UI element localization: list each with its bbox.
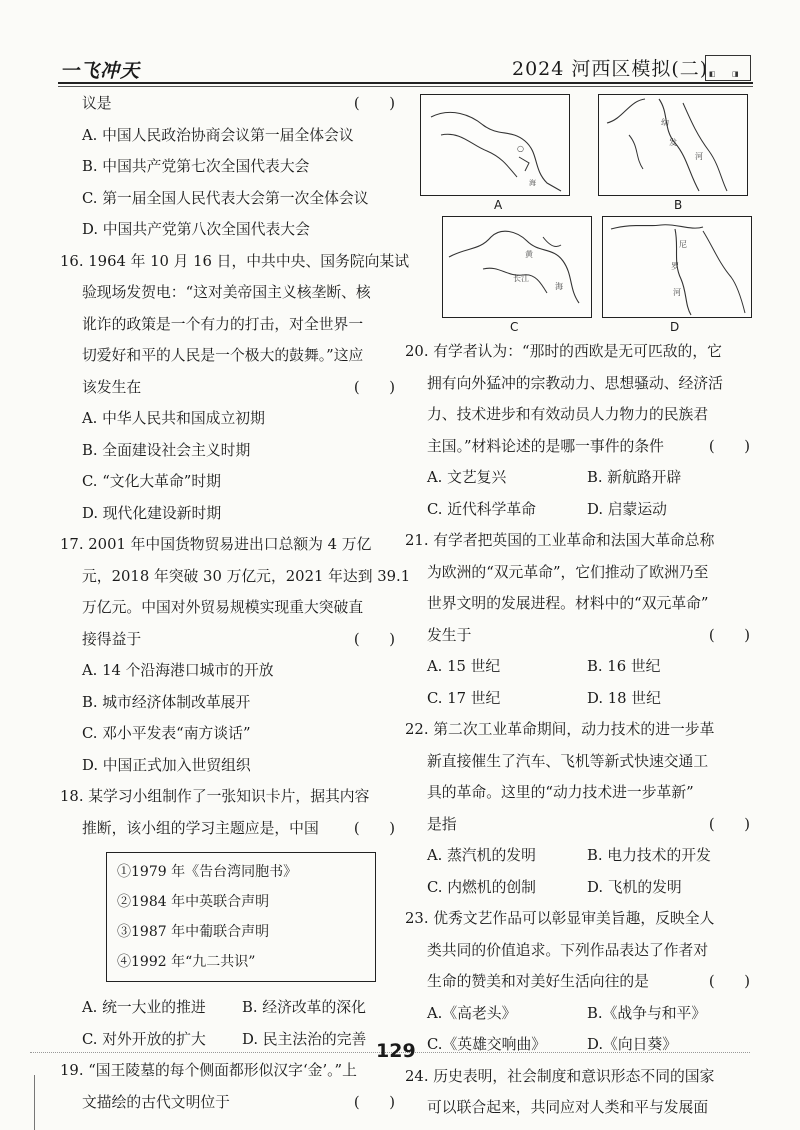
map-b-drawing [599, 95, 747, 195]
text-line [60, 340, 395, 372]
text-line [405, 746, 750, 778]
option-row [405, 872, 750, 904]
text-line [405, 1061, 750, 1093]
option-b[interactable]: B. 电力技术的开发 [587, 847, 711, 864]
line-text: 主国。”材料论述的是哪一事件的条件 [427, 437, 664, 455]
answer-blank[interactable]: ( ) [708, 626, 750, 644]
line-text: 类共同的价值追求。下列作品表达了作者对 [427, 941, 709, 959]
svg-text:黄: 黄 [525, 250, 533, 259]
card-item: ④1992 年“九二共识” [117, 954, 256, 970]
map-d-label: D [670, 320, 680, 334]
line-text: 讹诈的政策是一个有力的打击，对全世界一 [82, 315, 364, 333]
answer-blank[interactable]: ( ) [353, 630, 395, 648]
line-text: 力、技术进步和有效动员人力物力的民族君 [427, 406, 709, 423]
line-text: B. 全面建设社会主义时期 [82, 441, 251, 459]
map-c-drawing [443, 217, 591, 317]
text-line [405, 620, 750, 652]
svg-text:海: 海 [555, 282, 563, 291]
knowledge-card [106, 852, 376, 982]
option-c[interactable]: C. 17 世纪 [427, 689, 501, 707]
line-text: 23. 优秀文艺作品可以彰显审美旨趣，反映全人 [405, 910, 715, 927]
text-line [60, 88, 395, 120]
option-b[interactable]: B. 16 世纪 [587, 658, 661, 675]
option-d[interactable]: D. 民主法治的完善 [242, 1030, 367, 1048]
answer-blank[interactable]: ( ) [353, 95, 395, 112]
option-row [405, 1029, 750, 1061]
line-text: A. 14 个沿海港口城市的开放 [82, 662, 274, 679]
answer-blank[interactable]: ( ) [353, 1093, 395, 1111]
text-line [405, 903, 750, 935]
map-a-drawing [421, 95, 569, 195]
option-d[interactable]: D. 飞机的发明 [587, 878, 682, 896]
text-line [405, 399, 750, 431]
page-number: 129 [376, 1040, 416, 1062]
line-text: 是指 [427, 815, 457, 833]
question-block-left-a [60, 88, 411, 844]
text-line [405, 935, 750, 967]
map-figures [412, 92, 752, 332]
line-text: 生命的赞美和对美好生活向往的是 [427, 973, 649, 990]
line-text: 可以联合起来，共同应对人类和平与发展面 [427, 1099, 709, 1116]
text-line [405, 966, 750, 998]
svg-text:幼: 幼 [661, 118, 669, 127]
map-b-label: B [674, 198, 683, 212]
text-line [405, 525, 750, 557]
text-line [405, 336, 750, 368]
option-b[interactable]: B. 经济改革的深化 [242, 999, 366, 1016]
text-line [60, 309, 395, 341]
map-b[interactable] [598, 94, 748, 196]
answer-blank[interactable]: ( ) [708, 815, 750, 833]
line-text: A. 中国人民政治协商会议第一届全体会议 [82, 126, 354, 144]
header-box-icon: ◧ ◨ [705, 55, 751, 81]
binding-margin-line [34, 1075, 35, 1130]
option-row [405, 840, 750, 872]
text-line [405, 777, 750, 809]
page-header-title: 2024 河西区模拟(二) [512, 58, 709, 80]
option-row [405, 494, 750, 526]
text-line [405, 809, 750, 841]
right-column [405, 336, 750, 1124]
option-d[interactable]: D.《向日葵》 [587, 1036, 678, 1053]
option-d[interactable]: D. 启蒙运动 [587, 500, 667, 518]
line-text: A. 中华人民共和国成立初期 [82, 410, 265, 427]
card-item: ②1984 年中英联合声明 [117, 894, 270, 910]
header-rule-thin [58, 86, 753, 87]
svg-text:○: ○ [517, 144, 524, 153]
text-line [60, 246, 410, 278]
text-line [60, 1087, 395, 1119]
option-row [405, 683, 750, 715]
text-line [60, 277, 395, 309]
line-text: 万亿元。中国对外贸易规模实现重大突破直 [82, 599, 364, 616]
svg-text:海: 海 [529, 179, 536, 187]
option-row [405, 998, 750, 1030]
card-item: ③1987 年中葡联合声明 [117, 924, 270, 940]
text-line [60, 529, 395, 561]
option-a[interactable]: A. 文艺复兴 [427, 469, 507, 486]
option-a[interactable]: A. 蒸汽机的发明 [427, 847, 536, 864]
option-b[interactable]: B. 新航路开辟 [587, 469, 682, 486]
option-row [405, 462, 750, 494]
map-d[interactable] [602, 216, 752, 318]
text-line [60, 403, 395, 435]
answer-blank[interactable]: ( ) [708, 973, 750, 990]
text-line [405, 368, 750, 400]
text-line [60, 214, 395, 246]
text-line [60, 592, 395, 624]
map-a[interactable] [420, 94, 570, 196]
line-text: C. 邓小平发表“南方谈话” [82, 725, 251, 742]
line-text: C. 第一届全国人民代表大会第一次全体会议 [82, 189, 369, 207]
line-text: 16. 1964 年 10 月 16 日，中共中央、国务院向某试 [60, 252, 410, 270]
text-line [60, 120, 395, 152]
text-line [60, 561, 411, 593]
line-text: 具的革命。这里的“动力技术进一步革新” [427, 784, 694, 801]
svg-text:河: 河 [695, 152, 703, 161]
header-rule [58, 82, 753, 84]
line-text: D. 中国正式加入世贸组织 [82, 756, 251, 774]
line-text: 18. 某学习小组制作了一张知识卡片，据其内容 [60, 788, 370, 805]
line-text: 发生于 [427, 626, 472, 644]
text-line [60, 466, 395, 498]
text-line [405, 557, 750, 589]
text-line [60, 718, 395, 750]
option-d[interactable]: D. 18 世纪 [587, 689, 661, 707]
question-21 [405, 525, 750, 651]
line-text: 为欧洲的“双元革命”，它们推动了欧洲乃至 [427, 563, 709, 581]
text-line [405, 431, 750, 463]
text-line [60, 687, 395, 719]
line-text: 拥有向外猛冲的宗教动力、思想骚动、经济活 [427, 374, 723, 392]
line-text: 22. 第二次工业革命期间，动力技术的进一步革 [405, 721, 715, 738]
text-line [60, 372, 395, 404]
option-c[interactable]: C.《英雄交响曲》 [427, 1036, 547, 1053]
line-text: D. 中国共产党第八次全国代表大会 [82, 221, 310, 238]
option-c[interactable]: C. 内燃机的创制 [427, 878, 536, 896]
line-text: B. 中国共产党第七次全国代表大会 [82, 158, 310, 175]
line-text: 议是 [82, 95, 112, 112]
line-text: 20. 有学者认为：“那时的西欧是无可匹敌的，它 [405, 343, 722, 360]
line-text: 19. “国王陵墓的每个侧面都形似汉字‘金’。”上 [60, 1062, 357, 1079]
option-row [405, 651, 750, 683]
question-24 [405, 1061, 750, 1124]
text-line [60, 151, 395, 183]
line-text: 新直接催生了汽车、飞机等新式快速交通工 [427, 752, 709, 770]
line-text: 24. 历史表明，社会制度和意识形态不同的国家 [405, 1067, 715, 1085]
line-text: B. 城市经济体制改革展开 [82, 693, 251, 711]
question-22 [405, 714, 750, 840]
line-text: 推断，该小组的学习主题应是，中国 [82, 819, 319, 837]
option-b[interactable]: B.《战争与和平》 [587, 1004, 707, 1022]
text-line [60, 498, 395, 530]
option-c[interactable]: C. 近代科学革命 [427, 500, 536, 518]
text-line [60, 435, 395, 467]
option-c[interactable]: C. 对外开放的扩大 [82, 1030, 206, 1048]
option-a[interactable]: A.《高老头》 [427, 1004, 517, 1022]
line-text: 接得益于 [82, 630, 142, 648]
line-text: 17. 2001 年中国货物贸易进出口总额为 4 万亿 [60, 536, 372, 553]
line-text: D. 现代化建设新时期 [82, 504, 222, 522]
line-text: 世界文明的发展进程。材料中的“双元革命” [427, 595, 709, 612]
line-text: 该发生在 [82, 378, 142, 396]
question-block-left-b [60, 1055, 395, 1118]
text-line [405, 714, 750, 746]
question-20 [405, 336, 750, 462]
map-a-label: A [494, 198, 503, 212]
text-line [60, 655, 395, 687]
answer-blank[interactable]: ( ) [708, 437, 750, 455]
text-line [60, 1055, 395, 1087]
map-c[interactable] [442, 216, 592, 318]
text-line [60, 750, 395, 782]
line-text: 元，2018 年突破 30 万亿元，2021 年达到 39.1 [82, 567, 411, 585]
line-text: C. “文化大革命”时期 [82, 473, 221, 490]
card-item: ①1979 年《告台湾同胞书》 [117, 864, 298, 880]
svg-text:罗: 罗 [671, 262, 679, 271]
option-row [60, 1024, 395, 1056]
brand-logo: 一飞冲天 [60, 60, 141, 82]
text-line [60, 183, 395, 215]
option-a[interactable]: A. 15 世纪 [427, 658, 501, 675]
text-line [60, 813, 395, 845]
map-c-label: C [510, 320, 519, 334]
map-d-drawing [603, 217, 751, 317]
svg-text:河: 河 [673, 288, 681, 297]
svg-text:发: 发 [669, 138, 677, 147]
text-line [405, 588, 750, 620]
svg-text:尼: 尼 [679, 240, 687, 249]
question-23 [405, 903, 750, 998]
answer-blank[interactable]: ( ) [353, 819, 395, 837]
line-text: 21. 有学者把英国的工业革命和法国大革命总称 [405, 532, 715, 549]
svg-text:长江: 长江 [513, 274, 529, 283]
option-a[interactable]: A. 统一大业的推进 [82, 999, 206, 1016]
line-text: 验现场发贺电：“这对美帝国主义核垄断、核 [82, 284, 371, 301]
text-line [60, 624, 395, 656]
answer-blank[interactable]: ( ) [353, 378, 395, 396]
option-row [60, 992, 395, 1024]
text-line [405, 1092, 750, 1124]
line-text: 文描绘的古代文明位于 [82, 1093, 230, 1111]
line-text: 切爱好和平的人民是一个极大的鼓舞。”这应 [82, 347, 364, 364]
text-line [60, 781, 395, 813]
